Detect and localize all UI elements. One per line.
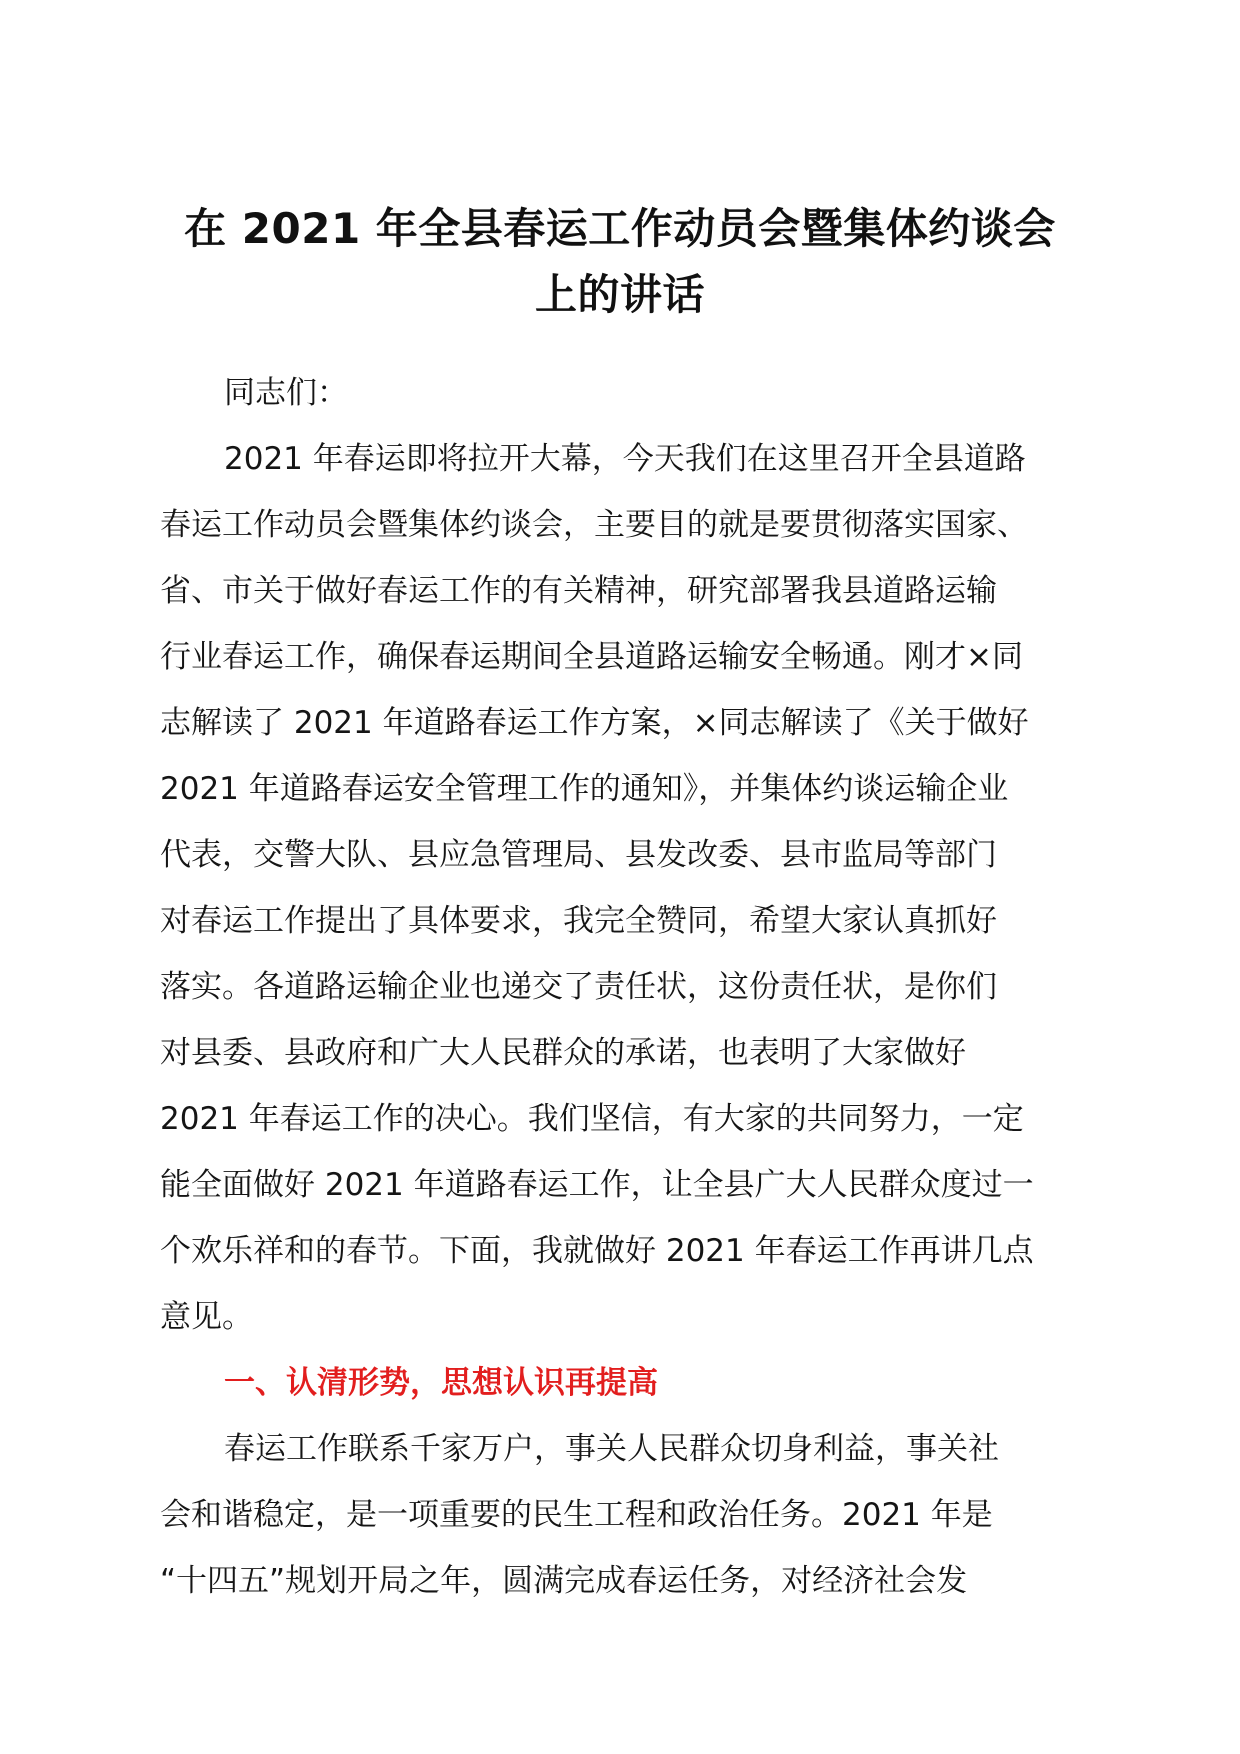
title-line-1: 在 2021 年全县春运工作动员会暨集体约谈会 (184, 204, 1056, 253)
section-1 (160, 1350, 1100, 1416)
paragraph-2 (160, 1416, 1100, 1614)
paragraph-1-line: 2021 年春运即将拉开大幕，今天我们在这里召开全县道路 (224, 441, 1026, 477)
paragraph-1-line: 春运工作动员会暨集体约谈会，主要目的就是要贯彻落实国家、 (160, 507, 1028, 543)
paragraph-1-line: 省、市关于做好春运工作的有关精神，研究部署我县道路运输 (160, 573, 997, 609)
paragraph-1-line: 志解读了 2021 年道路春运工作方案，×同志解读了《关于做好 (160, 705, 1029, 741)
document-title (150, 196, 1090, 328)
paragraph-2-line: 会和谐稳定，是一项重要的民生工程和政治任务。2021 年是 (160, 1497, 993, 1533)
salutation-text: 同志们： (224, 375, 348, 411)
document-body (160, 360, 1100, 1614)
paragraph-1-line: 对春运工作提出了具体要求，我完全赞同，希望大家认真抓好 (160, 903, 997, 939)
paragraph-1 (160, 426, 1100, 1350)
section-1-heading: 一、认清形势，思想认识再提高 (224, 1365, 658, 1401)
paragraph-1-line: 2021 年春运工作的决心。我们坚信，有大家的共同努力，一定 (160, 1101, 1024, 1137)
paragraph-2-line: “十四五”规划开局之年，圆满完成春运任务，对经济社会发 (160, 1563, 968, 1599)
paragraph-1-line: 意见。 (160, 1299, 253, 1335)
paragraph-1-line: 行业春运工作，确保春运期间全县道路运输安全畅通。刚才×同 (160, 639, 1023, 675)
paragraph-1-line: 代表，交警大队、县应急管理局、县发改委、县市监局等部门 (160, 837, 997, 873)
paragraph-1-line: 2021 年道路春运安全管理工作的通知》，并集体约谈运输企业 (160, 771, 1009, 807)
salutation (160, 360, 1100, 426)
paragraph-1-line: 能全面做好 2021 年道路春运工作，让全县广大人民群众度过一 (160, 1167, 1034, 1203)
paragraph-2-line: 春运工作联系千家万户，事关人民群众切身利益，事关社 (224, 1431, 999, 1467)
paragraph-1-line: 对县委、县政府和广大人民群众的承诺，也表明了大家做好 (160, 1035, 966, 1071)
paragraph-1-line: 个欢乐祥和的春节。下面，我就做好 2021 年春运工作再讲几点 (160, 1233, 1034, 1269)
paragraph-1-line: 落实。各道路运输企业也递交了责任状，这份责任状，是你们 (160, 969, 997, 1005)
title-line-2: 上的讲话 (534, 270, 705, 319)
